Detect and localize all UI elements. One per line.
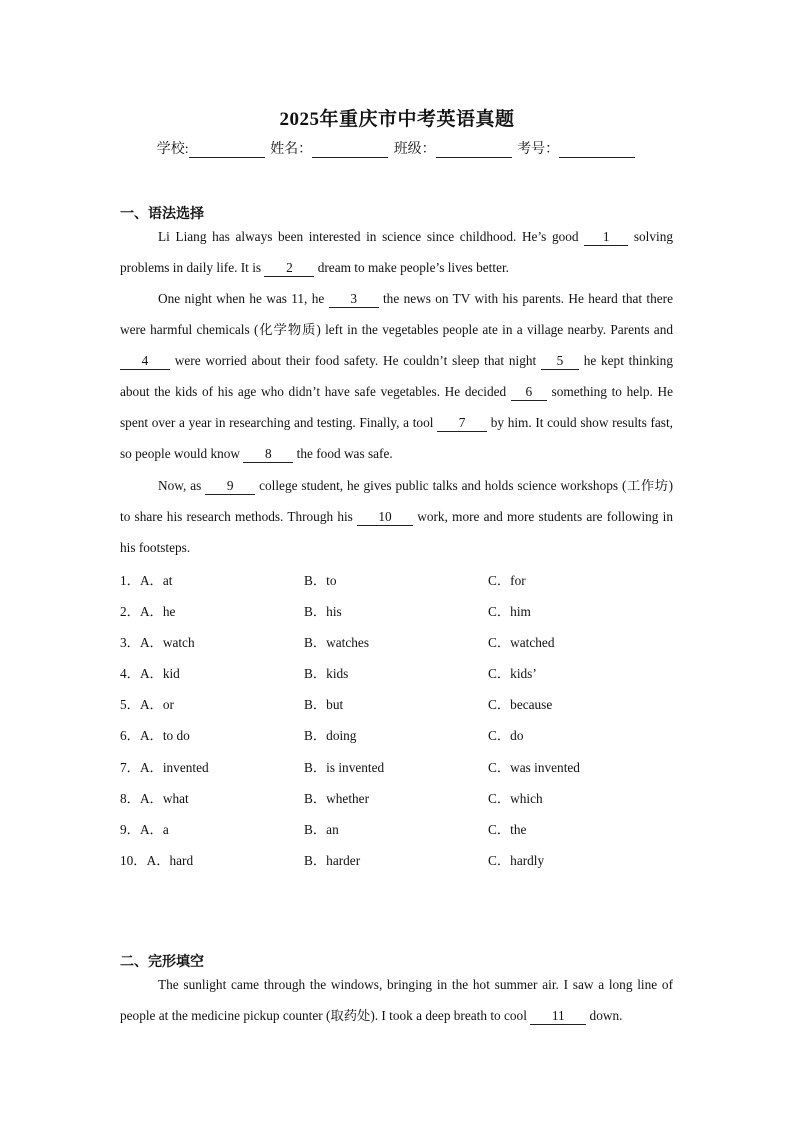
blank-5[interactable]: 5 xyxy=(541,353,579,370)
option-a[interactable]: 2．A．he xyxy=(120,604,176,620)
option-a[interactable]: 6．A．to do xyxy=(120,728,190,744)
paragraph-text: Now, as xyxy=(158,478,206,493)
option-b[interactable]: B．kids xyxy=(304,666,349,682)
option-b[interactable]: B．is invented xyxy=(304,759,385,775)
section-heading-grammar: 一、语法选择 xyxy=(120,207,204,222)
option-b[interactable]: B．but xyxy=(304,697,344,713)
option-b[interactable]: B．an xyxy=(304,821,339,837)
option-b[interactable]: B．watches xyxy=(304,635,369,651)
option-row xyxy=(120,853,680,884)
option-a[interactable]: 9．A．a xyxy=(120,821,169,837)
option-row xyxy=(120,822,680,853)
page-title: 2025年重庆市中考英语真题 xyxy=(279,109,515,130)
option-a[interactable]: 1．A．at xyxy=(120,573,173,588)
option-a[interactable]: 8．A．what xyxy=(120,790,189,806)
option-b[interactable]: B．harder xyxy=(304,852,361,868)
blank-10[interactable]: 10 xyxy=(357,509,413,526)
option-c[interactable]: C．which xyxy=(488,790,543,806)
name-field[interactable] xyxy=(312,143,388,158)
paragraph-text: something to help. He spent over a year in researching and testing. Finally, a tool xyxy=(120,384,674,430)
school-label: 学校: xyxy=(156,142,189,157)
option-b[interactable]: B．doing xyxy=(304,728,357,744)
option-c[interactable]: C．do xyxy=(488,728,524,744)
option-row xyxy=(120,728,680,759)
option-b[interactable]: B．his xyxy=(304,604,342,620)
option-a[interactable]: 5．A．or xyxy=(120,697,174,713)
cloze-paragraph-1 xyxy=(120,969,673,1031)
option-a[interactable]: 4．A．kid xyxy=(120,666,180,682)
student-info-line xyxy=(0,138,794,158)
blank-7[interactable]: 7 xyxy=(437,415,487,432)
paragraph-text: by him. It could show results fast, so people would know xyxy=(120,415,673,461)
option-a[interactable]: 3．A．watch xyxy=(120,635,195,651)
blank-6[interactable]: 6 xyxy=(511,384,547,401)
option-c[interactable]: C．him xyxy=(488,604,531,620)
option-b[interactable]: B．to xyxy=(304,573,337,588)
blank-3[interactable]: 3 xyxy=(329,291,379,308)
blank-11[interactable]: 11 xyxy=(530,1008,586,1025)
paragraph-text: the news on TV with his parents. He heard that there were harmful chemicals (化学物质) left in the vegetables people ate in a village nearby. Parents and xyxy=(120,291,674,337)
blank-2[interactable]: 2 xyxy=(264,260,314,277)
option-row xyxy=(120,791,680,822)
grammar-options xyxy=(120,573,680,884)
option-c[interactable]: C．kids’ xyxy=(488,666,537,682)
blank-8[interactable]: 8 xyxy=(243,446,293,463)
option-row xyxy=(120,760,680,791)
option-c[interactable]: C．because xyxy=(488,697,553,713)
grammar-paragraph-1 xyxy=(120,221,673,283)
section-heading-cloze: 二、完形填空 xyxy=(120,955,204,970)
option-row xyxy=(120,573,680,604)
option-c[interactable]: C．watched xyxy=(488,635,555,651)
option-row xyxy=(120,635,680,666)
option-row xyxy=(120,666,680,697)
option-row xyxy=(120,697,680,728)
blank-1[interactable]: 1 xyxy=(584,229,628,246)
grammar-paragraph-2 xyxy=(120,283,673,469)
option-a[interactable]: 10．A．hard xyxy=(120,852,194,868)
paragraph-text: the food was safe. xyxy=(293,446,393,461)
class-field[interactable] xyxy=(436,143,512,158)
option-c[interactable]: C．for xyxy=(488,573,526,588)
paragraph-text: were worried about their food safety. He couldn’t sleep that night xyxy=(170,353,541,368)
paragraph-text: Li Liang has always been interested in science since childhood. He’s good xyxy=(158,229,585,244)
option-c[interactable]: C．was invented xyxy=(488,759,580,775)
school-field[interactable] xyxy=(189,143,265,158)
grammar-paragraph-3 xyxy=(120,470,673,563)
paragraph-text: The sunlight came through the windows, bringing in the hot summer air. I saw a long line of people at the medicine pickup counter (取药处). I took a deep breath to cool xyxy=(120,977,673,1023)
blank-9[interactable]: 9 xyxy=(205,478,255,495)
option-b[interactable]: B．whether xyxy=(304,790,369,806)
option-c[interactable]: C．hardly xyxy=(488,852,545,868)
paragraph-text: college student, he gives public talks and holds science workshops (工作坊) to share his research methods. Through his xyxy=(120,478,673,524)
exam-number-label: 考号： xyxy=(517,142,560,157)
paragraph-text: down. xyxy=(586,1008,623,1023)
paragraph-text: One night when he was 11, he xyxy=(158,291,329,306)
option-c[interactable]: C．the xyxy=(488,821,527,837)
blank-4[interactable]: 4 xyxy=(120,353,170,370)
paragraph-text: work, more and more students are following in his footsteps. xyxy=(120,509,673,555)
paragraph-text: solving problems in daily life. It is xyxy=(120,229,673,275)
option-a[interactable]: 7．A．invented xyxy=(120,759,209,775)
option-row xyxy=(120,604,680,635)
name-label: 姓名： xyxy=(270,142,313,157)
class-label: 班级： xyxy=(393,142,436,157)
paragraph-text: he kept thinking about the kids of his age who didn’t have safe vegetables. He decided xyxy=(120,353,673,399)
paragraph-text: dream to make people’s lives better. xyxy=(314,260,509,275)
exam-number-field[interactable] xyxy=(559,143,635,158)
